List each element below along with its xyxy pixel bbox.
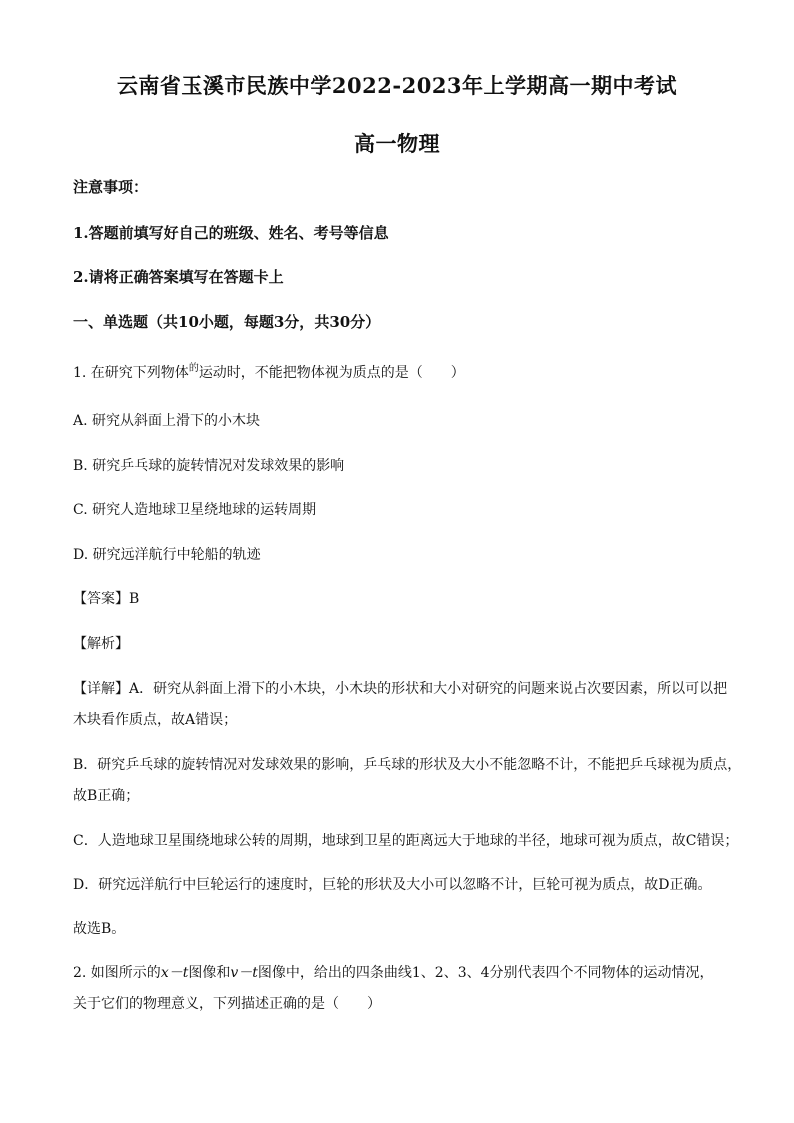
question-1-option-d: D. 研究远洋航行中轮船的轨迹 [73, 547, 261, 563]
notice-heading: 注意事项： [73, 178, 149, 196]
question-1-analysis-heading: 【解析】 [73, 636, 129, 652]
question-2-xt-symbol: x－t [160, 965, 189, 981]
question-1-detail-line: 【详解】A．研究从斜面上滑下的小木块，小木块的形状和大小对研究的问题来说占次要因素，所以可以把 [73, 681, 728, 697]
notice-item-1: 1.答题前填写好自己的班级、姓名、考号等信息 [73, 224, 389, 242]
question-2-stem-start: 2. 如图所示的 [73, 965, 161, 981]
question-1-detail-line: 故选B。 [73, 921, 126, 937]
section-heading: 一、单选题（共10小题，每题3分，共30分） [73, 313, 381, 331]
question-1-detail-line: B．研究乒乓球的旋转情况对发球效果的影响，乒乓球的形状及大小不能忽略不计，不能把乒乓球视为质点， [73, 757, 742, 773]
question-2-stem-line-2: 关于它们的物理意义，下列描述正确的是（ ） [73, 996, 381, 1012]
question-1-answer: 【答案】B [73, 591, 140, 607]
subject-title: 高一物理 [354, 131, 440, 156]
question-2-stem-end: 图像中，给出的四条曲线1、2、3、4分别代表四个不同物体的运动情况， [257, 965, 714, 981]
question-1-stem [73, 362, 465, 382]
question-1-detail-line: 木块看作质点，故A错误； [73, 712, 238, 728]
question-2-vt-symbol: v－t [230, 965, 258, 981]
question-1-option-b: B. 研究乒乓球的旋转情况对发球效果的影响 [73, 458, 345, 474]
question-1-detail-line: 故B正确； [73, 788, 140, 804]
question-1-stem-end: 运动时，不能把物体视为质点的是（ ） [198, 365, 465, 381]
notice-item-2: 2.请将正确答案填写在答题卡上 [73, 268, 284, 286]
question-1-option-c: C. 研究人造地球卫星绕地球的运转周期 [73, 502, 317, 518]
question-1-detail-line: C．人造地球卫星围绕地球公转的周期，地球到卫星的距离远大于地球的半径，地球可视为质点，故C错误； [73, 833, 739, 849]
question-2-stem-middle: 图像和 [188, 965, 231, 981]
exam-title: 云南省玉溪市民族中学2022-2023年上学期高一期中考试 [116, 73, 678, 98]
question-1-stem-superscript: 的 [188, 363, 199, 374]
question-1-option-a: A. 研究从斜面上滑下的小木块 [73, 413, 261, 429]
question-2-stem [73, 962, 714, 982]
question-1-detail-line: D．研究远洋航行中巨轮运行的速度时，巨轮的形状及大小可以忽略不计，巨轮可视为质点，故D正确。 [73, 877, 712, 893]
question-1-stem-start: 1. 在研究下列物体 [73, 365, 189, 381]
